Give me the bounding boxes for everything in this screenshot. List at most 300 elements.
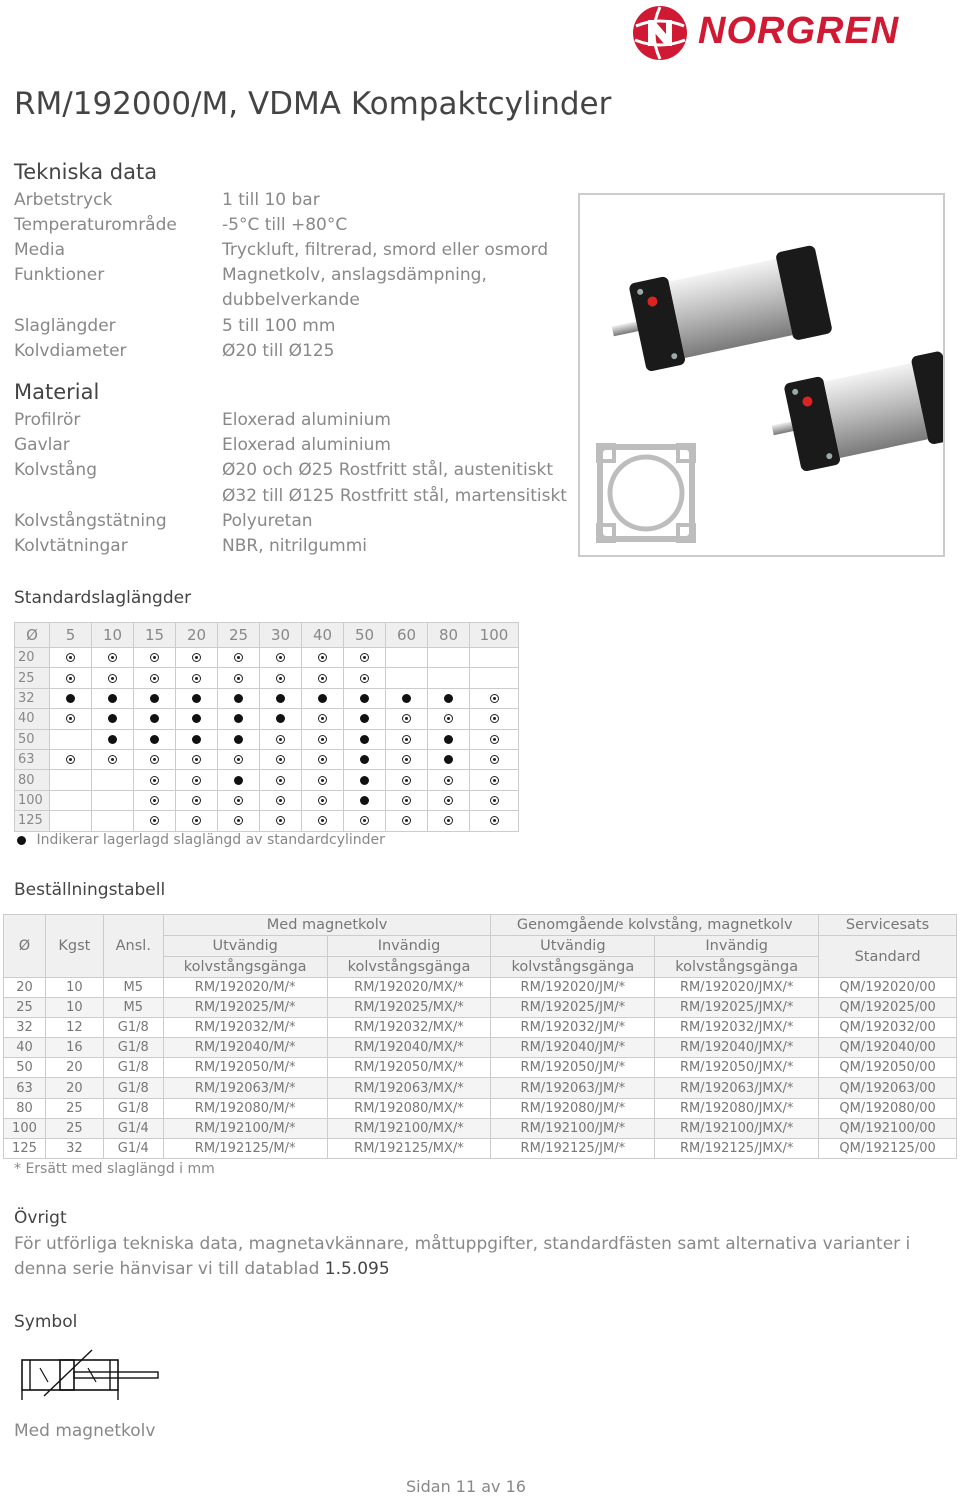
- material-label: Kolvstång: [14, 460, 97, 480]
- stroke-cell: [470, 688, 519, 708]
- tech-heading: Tekniska data: [14, 160, 158, 184]
- col-ansl: Ansl.: [103, 915, 163, 978]
- row-diameter: 80: [15, 770, 50, 790]
- stroke-cell: [92, 729, 134, 749]
- material-value: Eloxerad aluminium: [222, 435, 391, 455]
- cylinder-illustration: [580, 195, 943, 555]
- available-circle-icon: [150, 816, 159, 825]
- table-row: [15, 668, 519, 688]
- stock-dot-icon: [108, 694, 117, 703]
- stroke-cell: [302, 648, 344, 668]
- stock-dot-icon: [360, 735, 369, 744]
- col-stroke: 5: [50, 623, 92, 648]
- sub-ext-thread: Utvändig: [163, 936, 327, 957]
- stroke-cell: [260, 811, 302, 831]
- footnote: * Ersätt med slaglängd i mm: [14, 1161, 215, 1177]
- brand-name: NORGREN: [698, 10, 900, 52]
- stroke-cell: [344, 770, 386, 790]
- order-cell: RM/192040/MX/*: [327, 1038, 491, 1058]
- stroke-cell: [260, 688, 302, 708]
- available-circle-icon: [360, 674, 369, 683]
- available-circle-icon: [318, 735, 327, 744]
- stroke-cell: [134, 668, 176, 688]
- available-circle-icon: [490, 816, 499, 825]
- stock-dot-icon: [360, 714, 369, 723]
- available-circle-icon: [150, 755, 159, 764]
- row-diameter: 100: [15, 790, 50, 810]
- order-cell: RM/192080/JMX/*: [655, 1098, 819, 1118]
- order-cell: QM/192040/00: [819, 1038, 957, 1058]
- stroke-cell: [50, 749, 92, 769]
- stroke-cell: [134, 749, 176, 769]
- other-paragraph: För utförliga tekniska data, magnetavkännare, måttuppgifter, standardfästen samt alternativa varianter i denna serie hänvisar vi till datablad: [14, 1234, 911, 1279]
- available-circle-icon: [150, 796, 159, 805]
- col-stroke: 25: [218, 623, 260, 648]
- available-circle-icon: [402, 735, 411, 744]
- available-circle-icon: [234, 755, 243, 764]
- order-cell: RM/192080/M/*: [163, 1098, 327, 1118]
- stroke-cell: [302, 668, 344, 688]
- symbol-heading: Symbol: [14, 1312, 78, 1332]
- sub-ext-thread: Utvändig: [491, 936, 655, 957]
- norgren-globe-icon: [630, 4, 692, 62]
- tech-value: -5°C till +80°C: [222, 215, 348, 235]
- stroke-cell: [92, 811, 134, 831]
- available-circle-icon: [276, 776, 285, 785]
- stroke-cell: [176, 709, 218, 729]
- table-row: [15, 709, 519, 729]
- material-label: Kolvtätningar: [14, 536, 128, 556]
- tech-label: Media: [14, 240, 66, 260]
- tech-value: 1 till 10 bar: [222, 190, 320, 210]
- order-cell: 20: [45, 1078, 103, 1098]
- available-circle-icon: [402, 776, 411, 785]
- stroke-cell: [92, 790, 134, 810]
- available-circle-icon: [318, 816, 327, 825]
- order-cell: 32: [45, 1138, 103, 1158]
- table-row: [15, 729, 519, 749]
- order-cell: RM/192125/MX/*: [327, 1138, 491, 1158]
- order-cell: G1/8: [103, 1058, 163, 1078]
- stroke-cell: [260, 648, 302, 668]
- order-cell: 25: [45, 1118, 103, 1138]
- stroke-cell: [302, 729, 344, 749]
- material-label: Kolvstångstätning: [14, 511, 167, 531]
- stroke-cell: [386, 749, 428, 769]
- stroke-cell: [50, 668, 92, 688]
- stroke-cell: [92, 648, 134, 668]
- order-cell: RM/192032/MX/*: [327, 1018, 491, 1038]
- stroke-cell: [260, 668, 302, 688]
- order-cell: RM/192025/JMX/*: [655, 998, 819, 1018]
- material-value: Polyuretan: [222, 511, 313, 531]
- order-cell: RM/192050/JM/*: [491, 1058, 655, 1078]
- order-cell: RM/192100/JMX/*: [655, 1118, 819, 1138]
- available-circle-icon: [276, 735, 285, 744]
- available-circle-icon: [318, 755, 327, 764]
- order-cell: 20: [4, 978, 46, 998]
- stroke-cell: [134, 729, 176, 749]
- order-cell: M5: [103, 978, 163, 998]
- available-circle-icon: [444, 816, 453, 825]
- stroke-cell: [92, 668, 134, 688]
- stock-dot-icon: [192, 714, 201, 723]
- tech-label: Temperaturområde: [14, 215, 177, 235]
- available-circle-icon: [66, 755, 75, 764]
- available-circle-icon: [234, 816, 243, 825]
- tech-label: Kolvdiameter: [14, 341, 127, 361]
- stroke-cell: [50, 729, 92, 749]
- stroke-cell: [470, 668, 519, 688]
- order-cell: G1/8: [103, 1078, 163, 1098]
- group-service: Servicesats: [819, 915, 957, 936]
- order-cell: RM/192040/M/*: [163, 1038, 327, 1058]
- order-cell: 10: [45, 998, 103, 1018]
- stroke-cell: [50, 811, 92, 831]
- stroke-cell: [260, 729, 302, 749]
- material-value: Ø20 och Ø25 Rostfritt stål, austenitiskt: [222, 460, 554, 480]
- order-cell: RM/192050/JMX/*: [655, 1058, 819, 1078]
- col-stroke: 50: [344, 623, 386, 648]
- stroke-cell: [386, 729, 428, 749]
- stroke-cell: [302, 770, 344, 790]
- available-circle-icon: [150, 674, 159, 683]
- stroke-cell: [470, 790, 519, 810]
- stroke-cell: [260, 749, 302, 769]
- available-circle-icon: [402, 796, 411, 805]
- order-cell: RM/192125/JMX/*: [655, 1138, 819, 1158]
- stock-dot-icon: [318, 694, 327, 703]
- stock-dot-icon: [192, 735, 201, 744]
- order-cell: RM/192040/JMX/*: [655, 1038, 819, 1058]
- stroke-cell: [428, 770, 470, 790]
- available-circle-icon: [234, 796, 243, 805]
- col-stroke: 100: [470, 623, 519, 648]
- stroke-cell: [218, 790, 260, 810]
- stroke-cell: [218, 770, 260, 790]
- available-circle-icon: [490, 694, 499, 703]
- stroke-cell: [344, 648, 386, 668]
- table-row: [4, 978, 957, 998]
- page-title: RM/192000/M, VDMA Kompaktcylinder: [14, 86, 612, 122]
- available-circle-icon: [490, 776, 499, 785]
- available-circle-icon: [318, 674, 327, 683]
- stroke-cell: [176, 770, 218, 790]
- stroke-cell: [218, 668, 260, 688]
- stroke-cell: [134, 811, 176, 831]
- stroke-cell: [470, 811, 519, 831]
- order-cell: QM/192025/00: [819, 998, 957, 1018]
- product-image: [578, 193, 945, 557]
- stock-dot-icon: [360, 694, 369, 703]
- stroke-cell: [470, 729, 519, 749]
- tech-label: Slaglängder: [14, 316, 116, 336]
- order-cell: 32: [4, 1018, 46, 1038]
- col-diameter: Ø: [4, 915, 46, 978]
- stroke-cell: [386, 688, 428, 708]
- available-circle-icon: [490, 714, 499, 723]
- available-circle-icon: [402, 816, 411, 825]
- stroke-cell: [218, 729, 260, 749]
- order-cell: 63: [4, 1078, 46, 1098]
- stroke-cell: [50, 770, 92, 790]
- order-cell: QM/192050/00: [819, 1058, 957, 1078]
- order-cell: G1/4: [103, 1118, 163, 1138]
- order-cell: G1/8: [103, 1018, 163, 1038]
- table-row: [15, 648, 519, 668]
- available-circle-icon: [276, 653, 285, 662]
- stock-dot-icon: [360, 776, 369, 785]
- available-circle-icon: [318, 776, 327, 785]
- available-circle-icon: [490, 755, 499, 764]
- stroke-cell: [260, 709, 302, 729]
- available-circle-icon: [234, 653, 243, 662]
- stock-dot-icon: [150, 714, 159, 723]
- order-cell: 10: [45, 978, 103, 998]
- available-circle-icon: [444, 776, 453, 785]
- table-row: [4, 1018, 957, 1038]
- available-circle-icon: [402, 714, 411, 723]
- material-value-cont: Ø32 till Ø125 Rostfritt stål, martensitiskt: [222, 486, 567, 506]
- stroke-cell: [386, 709, 428, 729]
- page-footer: Sidan 11 av 16: [406, 1477, 526, 1496]
- order-cell: RM/192063/JM/*: [491, 1078, 655, 1098]
- row-diameter: 32: [15, 688, 50, 708]
- legend-text: Indikerar lagerlagd slaglängd av standardcylinder: [36, 832, 385, 848]
- order-cell: 80: [4, 1098, 46, 1118]
- stroke-cell: [428, 648, 470, 668]
- order-cell: RM/192020/JM/*: [491, 978, 655, 998]
- order-cell: RM/192125/JM/*: [491, 1138, 655, 1158]
- order-cell: RM/192040/JM/*: [491, 1038, 655, 1058]
- available-circle-icon: [192, 816, 201, 825]
- stroke-cell: [428, 709, 470, 729]
- other-text: [14, 1232, 944, 1282]
- table-row: [4, 1118, 957, 1138]
- order-cell: G1/4: [103, 1138, 163, 1158]
- stroke-cell: [302, 790, 344, 810]
- col-stroke: 30: [260, 623, 302, 648]
- material-label: Profilrör: [14, 410, 81, 430]
- order-cell: RM/192032/JMX/*: [655, 1018, 819, 1038]
- sub-int-thread: Invändig: [655, 936, 819, 957]
- order-cell: RM/192080/JM/*: [491, 1098, 655, 1118]
- stroke-cell: [428, 729, 470, 749]
- order-cell: RM/192032/JM/*: [491, 1018, 655, 1038]
- available-circle-icon: [318, 714, 327, 723]
- sub-int-thread-2: kolvstångsgänga: [655, 957, 819, 978]
- order-cell: G1/8: [103, 1038, 163, 1058]
- table-row: [4, 1138, 957, 1158]
- sub-standard: Standard: [819, 936, 957, 978]
- available-circle-icon: [234, 674, 243, 683]
- stroke-cell: [344, 668, 386, 688]
- stroke-cell: [386, 811, 428, 831]
- legend: [17, 832, 385, 848]
- stroke-cell: [176, 811, 218, 831]
- sub-int-thread-2: kolvstångsgänga: [327, 957, 491, 978]
- table-row: [4, 998, 957, 1018]
- col-stroke: 10: [92, 623, 134, 648]
- order-cell: RM/192080/MX/*: [327, 1098, 491, 1118]
- available-circle-icon: [360, 816, 369, 825]
- stroke-cell: [302, 688, 344, 708]
- order-table: [3, 914, 957, 1159]
- available-circle-icon: [490, 735, 499, 744]
- order-cell: QM/192080/00: [819, 1098, 957, 1118]
- stroke-cell: [176, 668, 218, 688]
- order-cell: QM/192032/00: [819, 1018, 957, 1038]
- stock-dot-icon: [402, 694, 411, 703]
- stroke-cell: [176, 648, 218, 668]
- order-cell: 125: [4, 1138, 46, 1158]
- stroke-cell: [344, 811, 386, 831]
- order-cell: G1/8: [103, 1098, 163, 1118]
- stroke-cell: [386, 790, 428, 810]
- col-stroke: 40: [302, 623, 344, 648]
- stroke-cell: [386, 648, 428, 668]
- order-cell: RM/192063/MX/*: [327, 1078, 491, 1098]
- table-row: [15, 811, 519, 831]
- cylinder-symbol: [14, 1346, 164, 1410]
- row-diameter: 50: [15, 729, 50, 749]
- other-heading: Övrigt: [14, 1208, 67, 1228]
- stroke-cell: [302, 749, 344, 769]
- available-circle-icon: [490, 796, 499, 805]
- order-cell: RM/192100/JM/*: [491, 1118, 655, 1138]
- available-circle-icon: [192, 653, 201, 662]
- tech-label: Funktioner: [14, 265, 105, 285]
- stock-dot-icon: [108, 714, 117, 723]
- tech-label: Arbetstryck: [14, 190, 113, 210]
- col-stroke: 60: [386, 623, 428, 648]
- available-circle-icon: [108, 674, 117, 683]
- stock-dot-icon: [360, 755, 369, 764]
- stroke-cell: [386, 770, 428, 790]
- stroke-cell: [302, 709, 344, 729]
- norgren-logo: [630, 4, 950, 62]
- available-circle-icon: [192, 796, 201, 805]
- order-cell: RM/192025/M/*: [163, 998, 327, 1018]
- stroke-cell: [176, 749, 218, 769]
- stroke-cell: [344, 749, 386, 769]
- symbol-caption: Med magnetkolv: [14, 1421, 156, 1441]
- tech-value: Ø20 till Ø125: [222, 341, 335, 361]
- stroke-cell: [134, 770, 176, 790]
- available-circle-icon: [276, 796, 285, 805]
- sub-ext-thread-2: kolvstångsgänga: [491, 957, 655, 978]
- stock-dot-icon: [276, 694, 285, 703]
- stock-dot-icon: [192, 694, 201, 703]
- col-kgst: Kgst: [45, 915, 103, 978]
- row-diameter: 25: [15, 668, 50, 688]
- stock-dot-icon: [150, 735, 159, 744]
- stroke-cell: [92, 688, 134, 708]
- order-cell: 40: [4, 1038, 46, 1058]
- available-circle-icon: [276, 674, 285, 683]
- order-cell: 12: [45, 1018, 103, 1038]
- table-row: [15, 790, 519, 810]
- stroke-cell: [344, 729, 386, 749]
- stroke-cell: [50, 648, 92, 668]
- order-cell: RM/192100/MX/*: [327, 1118, 491, 1138]
- stock-dot-icon: [444, 735, 453, 744]
- order-cell: RM/192100/M/*: [163, 1118, 327, 1138]
- available-circle-icon: [444, 796, 453, 805]
- order-cell: RM/192025/JM/*: [491, 998, 655, 1018]
- stroke-cell: [344, 709, 386, 729]
- stroke-cell: [92, 749, 134, 769]
- available-circle-icon: [192, 755, 201, 764]
- order-cell: 25: [4, 998, 46, 1018]
- stroke-cell: [218, 749, 260, 769]
- order-cell: 25: [45, 1098, 103, 1118]
- available-circle-icon: [192, 776, 201, 785]
- stock-dot-icon: [66, 694, 75, 703]
- order-heading: Beställningstabell: [14, 880, 166, 900]
- available-circle-icon: [276, 816, 285, 825]
- order-cell: RM/192063/JMX/*: [655, 1078, 819, 1098]
- available-circle-icon: [318, 796, 327, 805]
- stroke-cell: [218, 709, 260, 729]
- order-cell: RM/192050/MX/*: [327, 1058, 491, 1078]
- material-label: Gavlar: [14, 435, 70, 455]
- stock-dot-icon: [108, 735, 117, 744]
- stock-dot-icon: [17, 836, 26, 845]
- available-circle-icon: [360, 653, 369, 662]
- standard-heading: Standardslaglängder: [14, 588, 192, 608]
- table-row: [15, 770, 519, 790]
- order-cell: RM/192032/M/*: [163, 1018, 327, 1038]
- stroke-cell: [176, 688, 218, 708]
- available-circle-icon: [150, 653, 159, 662]
- order-cell: QM/192063/00: [819, 1078, 957, 1098]
- stroke-cell: [260, 770, 302, 790]
- stroke-cell: [92, 770, 134, 790]
- order-cell: 100: [4, 1118, 46, 1138]
- stroke-cell: [428, 790, 470, 810]
- available-circle-icon: [192, 674, 201, 683]
- datasheet-ref: 1.5.095: [324, 1259, 390, 1279]
- pneumatic-symbol-icon: [14, 1346, 164, 1406]
- stock-dot-icon: [234, 714, 243, 723]
- order-cell: RM/192063/M/*: [163, 1078, 327, 1098]
- available-circle-icon: [318, 653, 327, 662]
- table-row: [4, 1078, 957, 1098]
- stock-dot-icon: [360, 796, 369, 805]
- stroke-cell: [428, 811, 470, 831]
- col-stroke: 20: [176, 623, 218, 648]
- group-magnet: Med magnetkolv: [163, 915, 491, 936]
- tech-value: 5 till 100 mm: [222, 316, 336, 336]
- stock-dot-icon: [234, 776, 243, 785]
- row-diameter: 125: [15, 811, 50, 831]
- stroke-cell: [50, 790, 92, 810]
- stroke-cell: [470, 770, 519, 790]
- table-row: [4, 1098, 957, 1118]
- table-row: [15, 749, 519, 769]
- available-circle-icon: [402, 755, 411, 764]
- table-row: [15, 688, 519, 708]
- order-cell: 50: [4, 1058, 46, 1078]
- stock-dot-icon: [276, 714, 285, 723]
- stroke-cell: [218, 648, 260, 668]
- material-heading: Material: [14, 380, 100, 404]
- stroke-cell: [134, 709, 176, 729]
- tech-value: Magnetkolv, anslagsdämpning,: [222, 265, 487, 285]
- stroke-cell: [176, 790, 218, 810]
- stroke-cell: [92, 709, 134, 729]
